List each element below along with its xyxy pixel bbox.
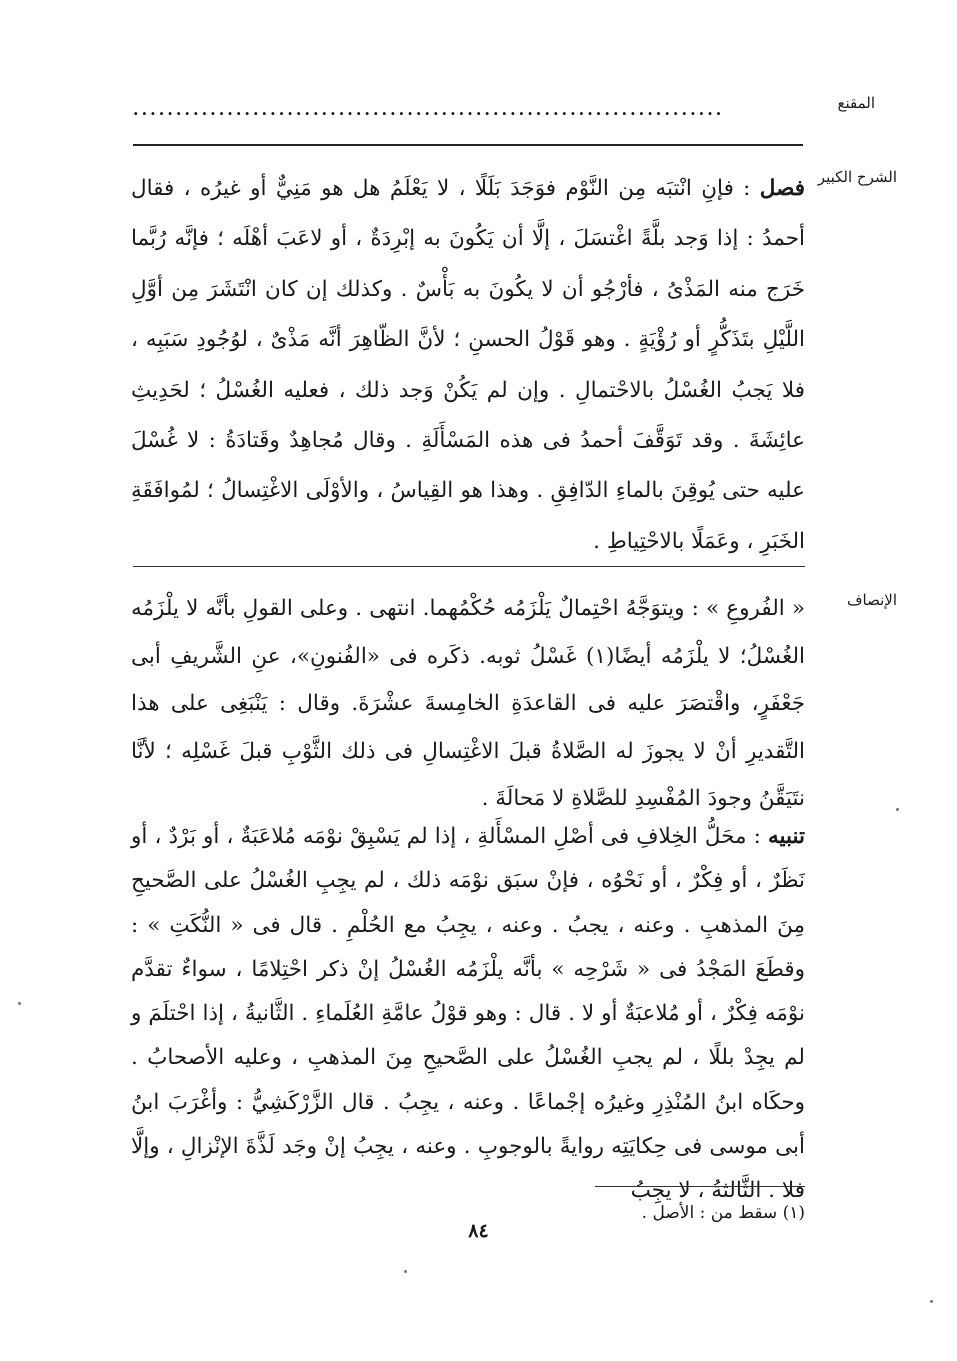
insaf-paragraph: « الفُروعِ » : ويتوَجَّهُ احْتِمالٌ يَلْزَمُه حُكْمُهما. انتهى . وعلى القولِ بأنَّه لا يلْزَمُه الغُسْلُ؛ لا يلْزَمُه أيضًا(١) غَسْلُ ثوبه. ذكَره فى «الفُنونِ»، عنِ الشَّريفِ أبى جَعْفَرٍ، واقْتصَرَ عليه فى القاعدَةِ الخامِسةَ عشْرَةَ. وقال : يَنْبَغِى على هذا التَّقديرِ أنْ لا يجوزَ له الصَّلاةُ قبلَ الاغْتِسالِ فى ذلك الثَّوْبِ قبلَ غَسْلِه ؛ لأنَّا نتَيَقَّنُ وجودَ المُفْسِدِ للصَّلاةِ لا مَحالَةَ . [131, 596, 805, 812]
section-label-sharh: الشرح الكبير [817, 168, 897, 186]
footnote-rule [595, 1186, 805, 1187]
tanbih-body: : محَلُّ الخِلافِ فى أصْلِ المسْأَلةِ ، إذا لم يَسْبِقْ نوْمَه مُلاعَبَةٌ ، أو بَرْدٌ ، أو نَظَرٌ ، أو فِكْرٌ ، أو نَحْوُه ، فإنْ سبَق نوْمَه ذلك ، لم يجِبِ الغُسْلُ على الصَّحيحِ مِنَ المذهبِ . وعنه ، يجبُ . وعنه ، يجِبُ مع الحُلْمِ . قال فى « النُّكَتِ » : وقطَعَ المَجْدُ فى « شَرْحِه » بأنَّه يلْزَمُه الغُسْلُ إنْ ذكر احْتِلامًا ، سواءٌ تقدَّم نوْمَه فِكْرٌ ، أو مُلاعبَةٌ أو لا . قال : وهو قوْلُ عامَّةِ العُلَماءِ . الثَّانيةُ ، إذا احْتلَمَ و لم يجِدْ بللًا ، لم يجبِ الغُسْلُ على الصَّحيحِ مِنَ المذهبِ ، وعليه الأصحابُ . وحكَاه ابنُ المُنْذِرِ وغيرُه إجْماعًا . وعنه ، يجِبُ . قال الزَّرْكَشِيُّ : وأغْرَبَ ابنُ أبى موسى فى حِكايَتِه روايةً بالوجوبِ . وعنه ، يجِبُ إنْ وجَد لَذَّةَ الإنْزالِ ، وإلَّا فلا . الثَّالثةُ ، لا يجِبُ [131, 824, 805, 1204]
footnote: (١) سقط من : الأصل . [641, 1203, 805, 1223]
section-divider [133, 566, 805, 567]
sharh-body: : فإنِ انْتبَه مِن النَّوْم فوَجَدَ بَلَلًا ، لا يَعْلَمُ هل هو مَنِيٌّ أو غيرُه ، فقال أحمدُ : إذا وَجد بلَّةً اغْتسَلَ ، إلَّا أن يَكُونَ به إبْرِدَةٌ ، أو لاعَبَ أهْلَه ؛ فإنَّه رُبَّما خَرَج منه المَذْىُ ، فأرْجُو أن لا يكُونَ به بَأْسٌ . وكذلك إن كان انْتَشَرَ مِن أوَّلِ اللَّيْلِ بتَذَكُّرٍ أو رُؤْيَةٍ . وهو قَوْلُ الحسنِ ؛ لأنَّ الظّاهِرَ أنَّه مَذْىٌ ، لوُجُودِ سَبَبِه ، فلا يَجبُ الغُسْلُ بالاحْتمالِ . وإن لم يَكُنْ وَجد ذلك ، فعليه الغُسْلُ ؛ لحَدِيثِ عائِشَةَ . وقد تَوَقَّفَ أحمدُ فى هذه المَسْأَلَةِ . وقال مُجاهِدٌ وقَتادَةُ : لا غُسْلَ عليه حتى يُوقِنَ بالماءِ الدّافِقِ . وهذا هو القِياسُ ، والأوْلَى الاغْتِسالُ ؛ لمُوافَقَةِ الخَبَرِ ، وعَمَلًا بالاحْتِياطِ . [131, 176, 805, 554]
insaf-text-block [131, 585, 805, 823]
scan-speck [18, 1002, 21, 1005]
tanbih-paragraph [131, 815, 805, 1214]
section-label-insaf: الإنصاف [846, 591, 897, 609]
scan-speck [404, 1270, 407, 1273]
scan-speck [930, 1300, 933, 1303]
header-rule [133, 144, 803, 146]
tanbih-text-block [131, 815, 805, 1214]
scan-speck [896, 808, 899, 811]
sharh-text-block [131, 164, 805, 567]
running-header-title: المقنع [837, 94, 875, 112]
header-dotted-line: ..................................................................... [133, 100, 725, 119]
page-number: ٨٤ [468, 1220, 489, 1242]
sharh-paragraph [131, 164, 805, 567]
tanbih-heading: تنبيه [768, 824, 805, 849]
section-heading-fasl: فصل [759, 176, 805, 201]
